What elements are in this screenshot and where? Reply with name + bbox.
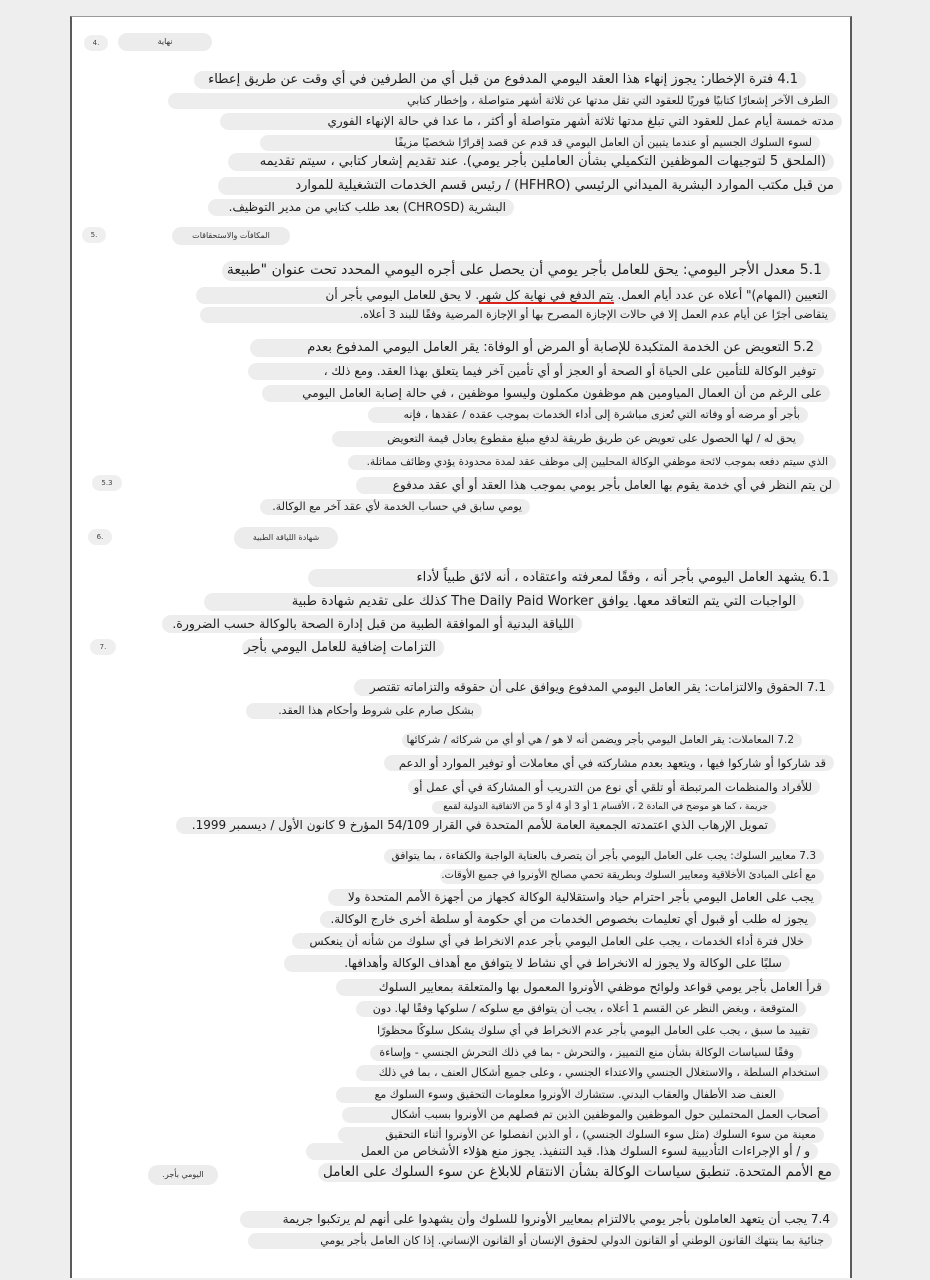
- section-6-number: 6.: [88, 529, 112, 545]
- p41-line-6: من قبل مكتب الموارد البشرية الميداني الرئيسي (HFHRO) / رئيس قسم الخدمات التشغيلية للموارد: [218, 177, 842, 195]
- document-page: [70, 16, 852, 1278]
- p51-underlined-text: يتم الدفع في نهاية كل شهر: [479, 288, 614, 302]
- p52-line-1: 5.2 التعويض عن الخدمة المتكبدة للإصابة أو المرض أو الوفاة: يقر العامل اليومي المدفوع بعدم: [250, 339, 822, 357]
- p71-line-2: بشكل صارم على شروط وأحكام هذا العقد.: [246, 703, 482, 719]
- p41-line-1: 4.1 فترة الإخطار: يجوز إنهاء هذا العقد اليومي المدفوع من قبل أي من الطرفين في أي وقت عن طريق إعطاء: [194, 71, 806, 89]
- p73-line-10: وفقًا لسياسات الوكالة بشأن منع التمييز ، والتحرش - بما في ذلك التحرش الجنسي - وإساءة: [370, 1045, 802, 1061]
- p41-line-5: (الملحق 5 لتوجيهات الموظفين التكميلي بشأن العاملين بأجر يومي). عند تقديم إشعار كتابي ، سيتم تقديمه: [228, 153, 834, 171]
- p73-line-7: قرأ العامل بأجر يومي قواعد ولوائح موظفي الأونروا المعمول بها والمتعلقة بمعايير السلوك: [336, 979, 830, 996]
- p73-line-15: و / أو الإجراءات التأديبية لسوء السلوك هذا. قيد التنفيذ. يجوز منع هؤلاء الأشخاص من العمل: [306, 1143, 818, 1160]
- p53-line-1: لن يتم النظر في أي خدمة يقوم بها العامل بأجر يومي بموجب هذا العقد أو أي عقد مدفوع: [356, 477, 840, 494]
- section-7-heading: التزامات إضافية للعامل اليومي بأجر: [242, 639, 444, 657]
- p51-line-3: يتقاضى أجرًا عن أيام عدم العمل إلا في حالات الإجازة المصرح بها أو الإجازة المرضية وفقًا للبند 3 أعلاه.: [200, 307, 836, 323]
- p73-line-2: مع أعلى المبادئ الأخلاقية ومعايير السلوك وبطريقة تحمي مصالح الأونروا في جميع الأوقات.: [440, 869, 824, 884]
- section-5-number: 5.: [82, 227, 106, 243]
- p51-line-1: 5.1 معدل الأجر اليومي: يحق للعامل بأجر يومي أن يحصل على أجره اليومي المحدد تحت عنوان "طبيعة: [222, 261, 830, 281]
- p52-line-3: على الرغم من أن العمال المياومين هم موظفون مكملون وليسوا موظفين ، في حالة إصابة العامل اليومي: [262, 385, 830, 402]
- p73-line-14: معينة من سوء السلوك (مثل سوء السلوك الجنسي) ، أو الذين انفصلوا عن الأونروا أثناء التحقيق: [338, 1127, 824, 1143]
- p41-line-4: لسوء السلوك الجسيم أو عندما يتبين أن العامل اليومي قد قدم عن قصد إقرارًا شخصيًا مزيفًا: [260, 135, 820, 151]
- p61-line-2: الواجبات التي يتم التعاقد معها. يوافق The Daily Paid Worker كذلك على تقديم شهادة طبية: [204, 593, 804, 611]
- p41-line-2: الطرف الآخر إشعارًا كتابيًا فوريًا للعقود التي تقل مدتها عن ثلاثة أشهر متواصلة ، وإخطار كتابي: [168, 93, 838, 109]
- p73-line-1: 7.3 معايير السلوك: يجب على العامل اليومي بأجر أن يتصرف بالعناية الواجبة والكفاءة ، بما يتوافق: [384, 849, 824, 864]
- p52-line-4: بأجر أو مرضه أو وفاته التي تُعزى مباشرة إلى أداء الخدمات بموجب عقده / عقدها ، فإنه: [368, 407, 808, 423]
- section-5-heading: المكافآت والاستحقاقات: [172, 227, 290, 245]
- p72-line-5: تمويل الإرهاب الذي اعتمدته الجمعية العامة للأمم المتحدة في القرار 54/109 المؤرخ 9 كانون الأول / ديسمبر 1999.: [176, 817, 776, 834]
- p73-line-13: أصحاب العمل المحتملين حول الموظفين والموظفين الذين تم فصلهم من الأونروا بسبب أشكال: [342, 1107, 828, 1123]
- p73-line-3: يجب على العامل اليومي بأجر احترام حياد واستقلالية الوكالة كجهاز من أجهزة الأمم المتحدة ولا: [328, 889, 822, 906]
- p72-line-4: جريمة ، كما هو موضح في المادة 2 ، الأقسام 1 أو 3 أو 4 أو 5 من الاتفاقية الدولية لقمع: [432, 801, 776, 814]
- p52-line-6: الذي سيتم دفعه بموجب لائحة موظفي الوكالة المحليين إلى موظف عقد لمدة محدودة يؤدي وظائف مماثلة.: [348, 455, 836, 470]
- p52-line-5: يحق له / لها الحصول على تعويض عن طريق طريقة لدفع مبلغ مقطوع يعادل قيمة التعويض: [332, 431, 804, 447]
- p51-line-2-start: التعيين (المهام)" أعلاه عن عدد أيام العمل.: [613, 288, 828, 302]
- p73-line-16: مع الأمم المتحدة. تنطبق سياسات الوكالة بشأن الانتقام للابلاغ عن سوء السلوك على العامل: [318, 1163, 840, 1182]
- section-4-number: 4.: [84, 35, 108, 51]
- p73-line-8: المتوقعة ، وبغض النظر عن القسم 1 أعلاه ، يجب أن يتوافق مع سلوكه / سلوكها وفقًا لها. دون: [356, 1001, 806, 1017]
- p73-line-6: سلبًا على الوكالة ولا يجوز له الانخراط في أي نشاط لا يتوافق مع أهداف الوكالة وأهدافها.: [284, 955, 790, 972]
- p72-line-3: للأفراد والمنظمات المرتبطة أو تلقي أي نوع من التدريب أو المشاركة في أي عمل أو: [408, 779, 820, 795]
- p73-line-tail: اليومي بأجر.: [148, 1165, 218, 1185]
- p74-line-2: جنائية بما ينتهك القانون الوطني أو القانون الدولي لحقوق الإنسان أو القانون الإنساني. إذا كان العامل بأجر يومي: [248, 1233, 832, 1249]
- p51-line-2-end: . لا يحق للعامل اليومي بأجر أن: [325, 288, 480, 302]
- p61-line-3: اللياقة البدنية أو الموافقة الطبية من قبل إدارة الصحة بالوكالة حسب الضرورة.: [162, 615, 582, 633]
- p51-line-2: [196, 287, 836, 304]
- p73-line-11: استخدام السلطة ، والاستغلال الجنسي والاعتداء الجنسي ، وعلى جميع أشكال العنف ، بما في ذلك: [356, 1065, 828, 1081]
- section-7-number: 7.: [90, 639, 116, 655]
- section-5-3-number: 5.3: [92, 475, 122, 491]
- p72-line-2: قد شاركوا أو شاركوا فيها ، ويتعهد بعدم مشاركته في أي معاملات أو توفير الموارد أو الدعم: [384, 755, 834, 771]
- p73-line-12: العنف ضد الأطفال والعقاب البدني. ستشارك الأونروا معلومات التحقيق وسوء السلوك مع: [336, 1087, 784, 1103]
- p61-line-1: 6.1 يشهد العامل اليومي بأجر أنه ، وفقًا لمعرفته واعتقاده ، أنه لائق طبياً لأداء: [308, 569, 838, 587]
- p74-line-1: 7.4 يجب أن يتعهد العاملون بأجر يومي بالالتزام بمعايير الأونروا للسلوك وأن يشهدوا على أنهم لم يرتكبوا جريمة: [240, 1211, 838, 1228]
- section-6-heading: شهادة اللياقة الطبية: [234, 527, 338, 549]
- p53-line-2: يومي سابق في حساب الخدمة لأي عقد آخر مع الوكالة.: [260, 499, 530, 515]
- p52-line-2: توفير الوكالة للتأمين على الحياة أو الصحة أو العجز أو أي تأمين آخر فيما يتعلق بهذا العقد. ومع ذلك ،: [248, 363, 824, 380]
- p41-line-7: البشرية (CHROSD) بعد طلب كتابي من مدير التوظيف.: [208, 199, 514, 216]
- p71-line-1: 7.1 الحقوق والالتزامات: يقر العامل اليومي المدفوع ويوافق على أن حقوقه والتزاماته تقتصر: [354, 679, 834, 696]
- p73-line-9: تقييد ما سبق ، يجب على العامل اليومي بأجر عدم الانخراط في أي سلوك يشكل سلوكًا محظورًا: [378, 1023, 818, 1039]
- p73-line-5: خلال فترة أداء الخدمات ، يجب على العامل اليومي بأجر عدم الانخراط في أي سلوك من شأنه أن ينعكس: [292, 933, 812, 949]
- p72-line-1: 7.2 المعاملات: يقر العامل اليومي بأجر ويضمن أنه لا هو / هي أو أي من شركائه / شركائها: [402, 733, 802, 748]
- p73-line-4: يجوز له طلب أو قبول أي تعليمات بخصوص الخدمات من أي حكومة أو سلطة أخرى خارج الوكالة.: [320, 911, 816, 928]
- p41-line-3: مدته خمسة أيام عمل للعقود التي تبلغ مدتها ثلاثة أشهر متواصلة أو أكثر ، ما عدا في حالة الإنهاء الفوري: [220, 113, 842, 130]
- section-4-heading: نهاية: [118, 33, 212, 51]
